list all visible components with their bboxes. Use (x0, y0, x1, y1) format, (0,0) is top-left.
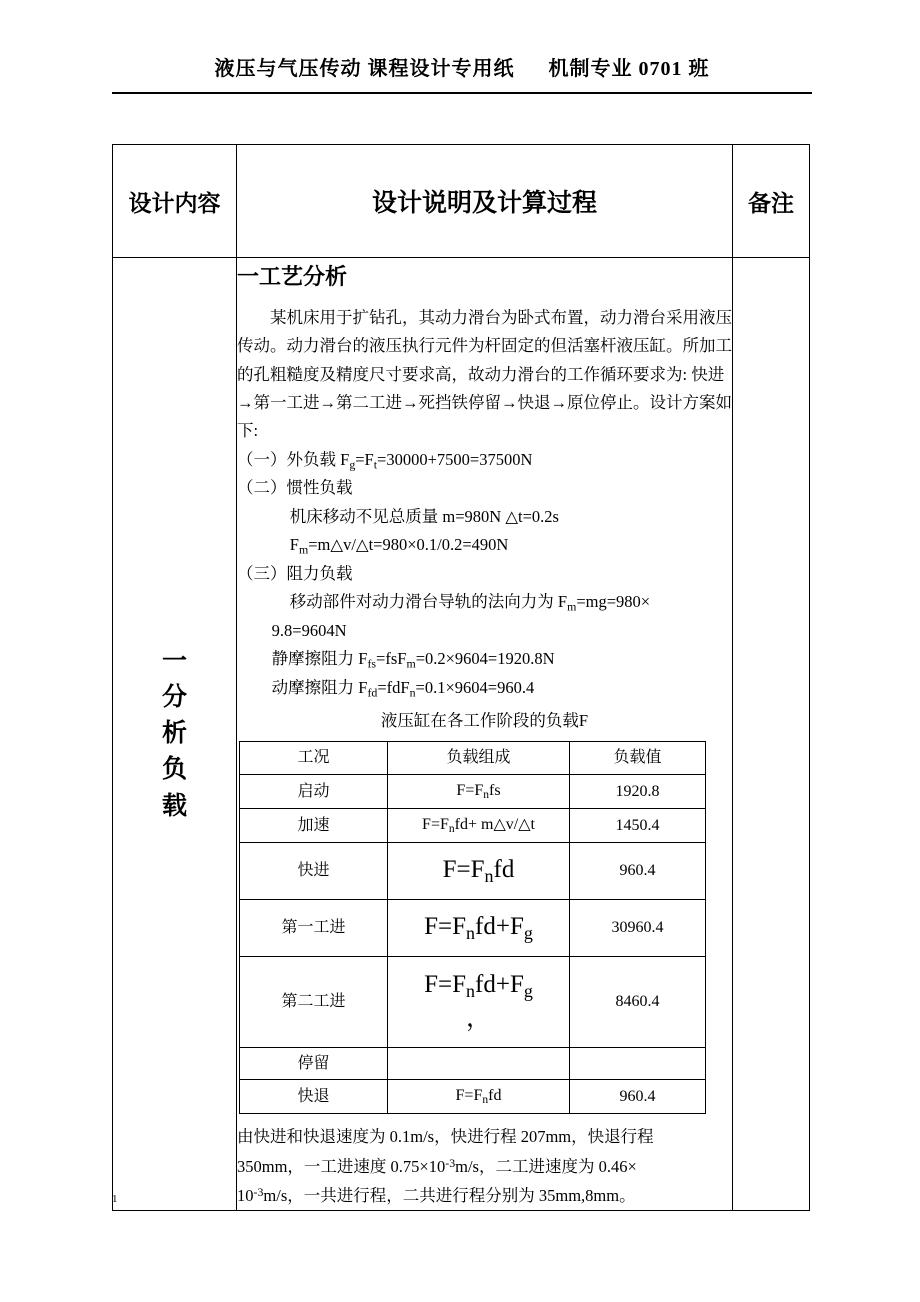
closing-line-3 (237, 1181, 732, 1210)
external-load-value: =30000+7500=37500N (377, 449, 533, 469)
load-condition-accel: 加速 (240, 808, 388, 842)
formula-sub: n (448, 823, 455, 835)
dynamic-friction-line (237, 674, 732, 703)
intro-paragraph: 某机床用于扩钻孔，其动力滑台为卧式布置，动力滑台采用液压传动。动力滑台的液压执行元件为杆固定的但活塞杆液压缸。所加工的孔粗糙度及精度尺寸要求高，故动力滑台的工作循环要求为: 快进→第一工进→第二工进→死挡铁停留→快退→原位停止。设计方案如下: (237, 307, 732, 441)
closing-paragraph (237, 1122, 732, 1210)
load-data-table (239, 741, 706, 1114)
load-formula-fast-forward (388, 842, 570, 899)
table-row (240, 842, 706, 899)
load-formula-startup (388, 774, 570, 808)
external-load-sub-g: g (349, 457, 356, 472)
page-number: 1 (112, 1193, 118, 1205)
table-header-row (113, 145, 810, 258)
header-divider (112, 92, 812, 94)
main-body-cell (237, 258, 733, 1211)
external-load-line (237, 446, 732, 475)
closing-line-3-exp: -3 (253, 1185, 264, 1200)
formula-sub: n (482, 1094, 489, 1107)
table-row (240, 956, 706, 1047)
formula-head: F=F (424, 971, 467, 999)
closing-line-2-head: 350mm，一工进速度 0.75×10 (237, 1156, 446, 1176)
section-vertical-label (113, 258, 237, 1211)
load-value-fast-forward: 960.4 (570, 842, 706, 899)
table-row (240, 1080, 706, 1114)
inertia-force-sub: m (298, 542, 309, 557)
table-row (240, 899, 706, 956)
formula-head: F=F (422, 815, 449, 833)
table-row (240, 1047, 706, 1080)
inertia-force-line (237, 531, 732, 560)
load-value-accel: 1450.4 (570, 808, 706, 842)
header-left-title: 液压与气压传动 课程设计专用纸 (214, 58, 515, 80)
header-right-title: 机制专业 0701 班 (548, 58, 710, 80)
inertia-force-symbol: F (289, 535, 299, 555)
dynamic-friction-value: =0.1×9604=960.4 (415, 678, 535, 698)
closing-line-2-exp: -3 (445, 1155, 456, 1170)
closing-line-3-head: 10 (237, 1186, 254, 1206)
load-condition-fast-forward: 快进 (240, 842, 388, 899)
vertical-label-char-1: 分 (161, 683, 187, 711)
load-formula-fast-return (388, 1080, 570, 1114)
inertia-load-heading: （二）惯性负载 (237, 478, 353, 498)
main-content-table (112, 144, 810, 1211)
formula-sub: n (466, 981, 476, 1002)
static-friction-line (237, 645, 732, 674)
load-condition-fast-return: 快退 (240, 1080, 388, 1114)
external-load-sub-t: t (373, 457, 378, 472)
normal-force-text: 移动部件对动力滑台导轨的法向力为 F (289, 592, 568, 612)
header-cell-design-content: 设计内容 (113, 145, 237, 258)
normal-force-result: 9.8=9604N (271, 621, 347, 641)
table-body-row (113, 258, 810, 1211)
dynamic-friction-label: 动摩擦阻力 F (271, 678, 368, 698)
normal-force-sub: m (567, 599, 577, 614)
load-col-composition: 负载组成 (388, 742, 570, 775)
formula-tail: fd+ m△v/△t (454, 815, 535, 833)
formula-tail: fd (488, 1087, 502, 1105)
closing-line-3-tail: m/s，一共进行程，二共进行程分别为 35mm,8mm。 (263, 1186, 636, 1206)
load-condition-dwell: 停留 (240, 1047, 388, 1080)
static-friction-value: =0.2×9604=1920.8N (415, 649, 555, 669)
load-col-value: 负载值 (570, 742, 706, 775)
section-title: 一工艺分析 (237, 264, 348, 289)
machine-mass-line: 机床移动不见总质量 m=980N △t=0.2s (289, 506, 559, 526)
load-value-second-feed: 8460.4 (570, 956, 706, 1047)
formula-head: F=F (424, 913, 467, 941)
dynamic-friction-sub2: n (409, 685, 416, 700)
load-col-condition: 工况 (240, 742, 388, 775)
formula-sub2: g (523, 981, 533, 1002)
remarks-cell (733, 258, 810, 1211)
load-condition-second-feed: 第二工进 (240, 956, 388, 1047)
vertical-label-char-2: 析 (161, 720, 187, 748)
vertical-label-char-3: 负 (161, 756, 187, 784)
load-value-fast-return: 960.4 (570, 1080, 706, 1114)
vertical-label-char-4: 载 (161, 792, 187, 820)
load-value-startup: 1920.8 (570, 774, 706, 808)
external-load-mid: =F (355, 449, 374, 469)
load-formula-second-feed (388, 956, 570, 1047)
header-cell-remarks: 备注 (733, 145, 810, 258)
load-formula-first-feed (388, 899, 570, 956)
load-table-header-row (240, 742, 706, 775)
formula-tail: fd+F (475, 913, 524, 941)
formula-sub: n (466, 923, 476, 944)
static-friction-sub1: fs (367, 656, 377, 671)
static-friction-mid: =fsF (376, 649, 407, 669)
formula-tail: fd (493, 856, 515, 884)
page-header (112, 52, 812, 81)
dynamic-friction-mid: =fdF (377, 678, 410, 698)
dynamic-friction-sub1: fd (367, 685, 378, 700)
static-friction-sub2: m (406, 656, 416, 671)
formula-sub: n (484, 866, 494, 887)
vertical-label-char-0: 一 (161, 647, 187, 675)
static-friction-label: 静摩擦阻力 F (271, 649, 368, 669)
formula-extra: ， (465, 1004, 491, 1032)
closing-line-2-tail: m/s，二工进速度为 0.46× (455, 1156, 637, 1176)
header-cell-description: 设计说明及计算过程 (237, 145, 733, 258)
external-load-label: （一）外负载 F (237, 449, 350, 469)
inertia-force-expression: =m△v/△t=980×0.1/0.2=490N (308, 535, 509, 555)
load-table-caption: 液压缸在各工作阶段的负载F (380, 710, 589, 730)
load-condition-startup: 启动 (240, 774, 388, 808)
load-formula-accel (388, 808, 570, 842)
table-row (240, 808, 706, 842)
formula-sub2: g (523, 923, 533, 944)
formula-head: F=F (442, 856, 485, 884)
load-value-first-feed: 30960.4 (570, 899, 706, 956)
load-value-dwell (570, 1047, 706, 1080)
formula-head: F=F (456, 781, 484, 799)
normal-force-expression: =mg=980× (576, 592, 651, 612)
formula-tail: fs (489, 781, 501, 799)
load-formula-dwell (388, 1047, 570, 1080)
formula-sub: n (483, 788, 490, 801)
closing-line-1: 由快进和快退速度为 0.1m/s，快进行程 207mm，快退行程 (237, 1127, 654, 1147)
table-row (240, 774, 706, 808)
formula-head: F=F (455, 1087, 483, 1105)
normal-force-line (237, 588, 732, 617)
resistance-load-heading: （三）阻力负载 (237, 563, 353, 583)
closing-line-2 (237, 1152, 732, 1181)
formula-tail: fd+F (475, 971, 524, 999)
load-condition-first-feed: 第一工进 (240, 899, 388, 956)
